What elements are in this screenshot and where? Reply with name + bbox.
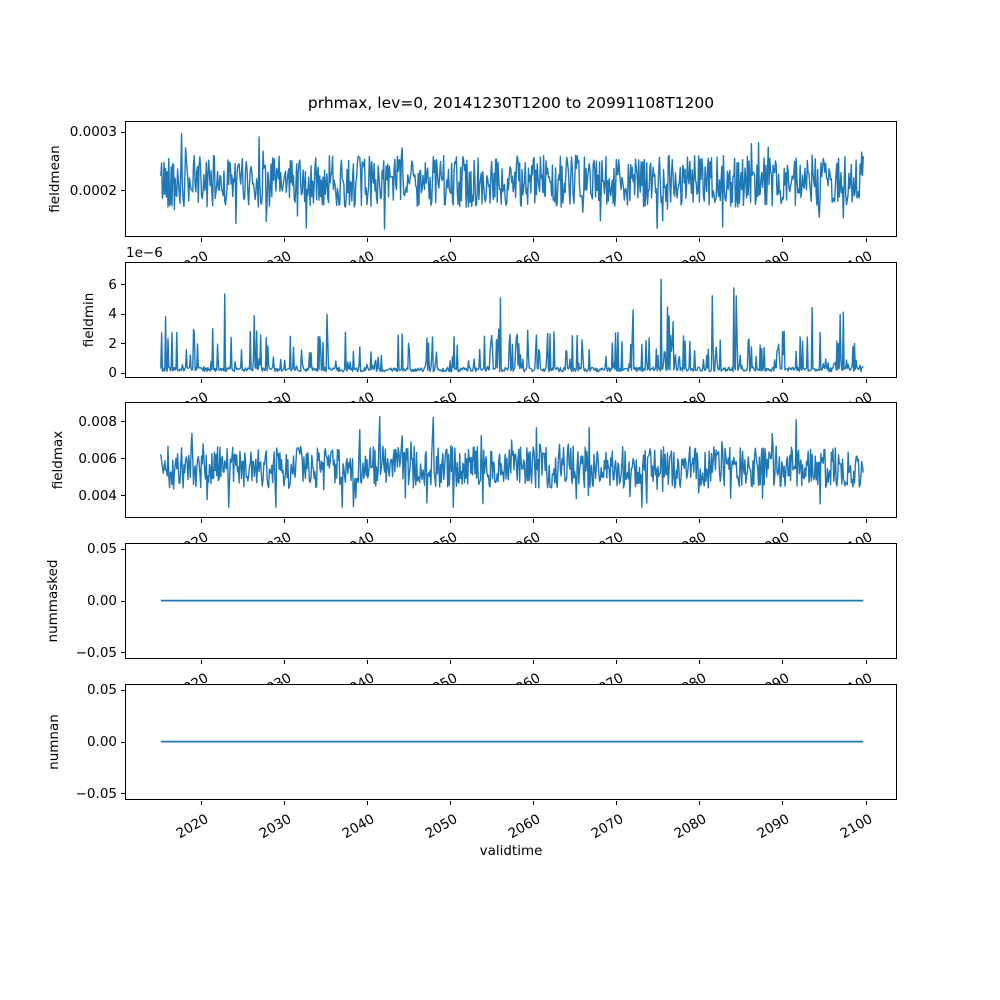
x-tick-mark (533, 379, 534, 383)
y-tick-mark (121, 742, 125, 743)
x-tick-label: 2100 (837, 811, 876, 843)
y-tick-label: 6 (108, 276, 117, 293)
x-tick-label: 2040 (339, 811, 378, 843)
y-tick-mark (121, 132, 125, 133)
y-tick-mark (121, 343, 125, 344)
y-tick-label: 0.0003 (69, 124, 117, 140)
x-tick-mark (533, 519, 534, 523)
x-tick-mark (782, 379, 783, 383)
x-tick-mark (616, 519, 617, 523)
subplot-numnan (0, 682, 1000, 843)
y-offset-text: 1e−6 (126, 245, 163, 261)
x-tick-mark (616, 660, 617, 664)
y-axis-label-numnan: numnan (46, 714, 62, 770)
y-tick-mark (121, 314, 125, 315)
x-tick-mark (616, 379, 617, 383)
subplot-fieldmean (0, 121, 1000, 237)
x-tick-mark (367, 660, 368, 664)
subplot-fieldmin (0, 245, 1000, 381)
x-tick-mark (866, 379, 867, 383)
x-tick-mark (866, 660, 867, 664)
x-tick-mark (699, 660, 700, 664)
subplot-fieldmax (0, 402, 1000, 518)
x-tick-mark (782, 238, 783, 242)
x-tick-mark (201, 379, 202, 383)
x-tick-mark (284, 519, 285, 523)
y-tick-label: 0 (108, 365, 117, 381)
x-tick-mark (284, 238, 285, 242)
x-tick-mark (284, 379, 285, 383)
y-tick-label: 0.05 (86, 541, 117, 558)
x-tick-mark (616, 238, 617, 242)
x-tick-label: 2080 (671, 811, 710, 843)
y-tick-label: −0.05 (75, 644, 117, 661)
y-tick-mark (121, 793, 125, 794)
y-tick-label: 0.05 (86, 682, 117, 699)
line-chart-fieldmean (126, 122, 896, 236)
line-chart-nummasked (126, 544, 896, 658)
x-tick-mark (699, 519, 700, 523)
x-tick-label: 2030 (256, 811, 295, 843)
y-tick-mark (121, 190, 125, 191)
y-tick-label: 4 (108, 306, 117, 323)
plot-title: prhmax, lev=0, 20141230T1200 to 20991108T1200 (307, 94, 715, 112)
y-tick-mark (121, 601, 125, 602)
data-line-fieldmax (161, 417, 863, 508)
x-tick-label: 2050 (422, 811, 461, 843)
x-tick-mark (533, 238, 534, 242)
x-tick-label: 2060 (505, 811, 544, 843)
y-tick-label: 0.006 (78, 450, 117, 467)
x-tick-mark (782, 660, 783, 664)
x-tick-mark (616, 801, 617, 805)
x-tick-mark (450, 379, 451, 383)
x-tick-mark (284, 801, 285, 805)
x-tick-label: 2090 (754, 811, 793, 843)
x-tick-mark (533, 801, 534, 805)
y-tick-label: 0.00 (86, 593, 117, 610)
x-tick-mark (782, 519, 783, 523)
x-tick-mark (699, 379, 700, 383)
line-chart-fieldmin (126, 263, 896, 377)
y-tick-label: −0.05 (75, 785, 117, 802)
x-tick-mark (866, 801, 867, 805)
x-tick-mark (450, 519, 451, 523)
x-tick-mark (866, 238, 867, 242)
x-tick-mark (533, 660, 534, 664)
axes-box-numnan (125, 684, 897, 800)
y-tick-mark (121, 373, 125, 374)
x-tick-mark (367, 801, 368, 805)
y-axis-label-nummasked: nummasked (45, 559, 61, 643)
x-tick-mark (367, 379, 368, 383)
y-tick-label: 0.004 (78, 487, 117, 504)
x-tick-mark (782, 801, 783, 805)
x-tick-mark (699, 801, 700, 805)
line-chart-fieldmax (126, 403, 896, 517)
x-tick-mark (201, 801, 202, 805)
data-line-fieldmin (161, 279, 863, 371)
axes-box-fieldmean (125, 121, 897, 237)
x-tick-mark (699, 238, 700, 242)
x-tick-mark (201, 660, 202, 664)
y-tick-mark (121, 549, 125, 550)
axes-box-fieldmin (125, 262, 897, 378)
y-tick-label: 0.008 (78, 413, 117, 430)
y-tick-label: 0.0002 (69, 182, 117, 199)
y-tick-label: 2 (108, 335, 117, 352)
line-chart-numnan (126, 685, 896, 799)
x-tick-mark (201, 238, 202, 242)
x-tick-label: 2020 (173, 811, 212, 843)
y-axis-label-fieldmin: fieldmin (81, 292, 97, 348)
y-tick-mark (121, 458, 125, 459)
x-tick-mark (866, 519, 867, 523)
x-tick-mark (450, 801, 451, 805)
y-tick-label: 0.00 (86, 734, 117, 751)
y-axis-label-fieldmax: fieldmax (50, 430, 66, 490)
y-tick-mark (121, 652, 125, 653)
x-tick-mark (367, 519, 368, 523)
data-line-fieldmean (161, 134, 863, 230)
x-tick-mark (450, 660, 451, 664)
axes-box-fieldmax (125, 402, 897, 518)
subplot-nummasked (0, 543, 1000, 659)
y-tick-mark (121, 690, 125, 691)
y-axis-label-fieldmean: fieldmean (47, 145, 63, 213)
y-tick-mark (121, 421, 125, 422)
x-tick-mark (450, 238, 451, 242)
x-tick-mark (284, 660, 285, 664)
x-tick-label: 2070 (588, 811, 627, 843)
x-axis-label: validtime (479, 843, 543, 859)
x-tick-mark (201, 519, 202, 523)
y-tick-mark (121, 284, 125, 285)
x-tick-mark (367, 238, 368, 242)
axes-box-nummasked (125, 543, 897, 659)
y-tick-mark (121, 495, 125, 496)
